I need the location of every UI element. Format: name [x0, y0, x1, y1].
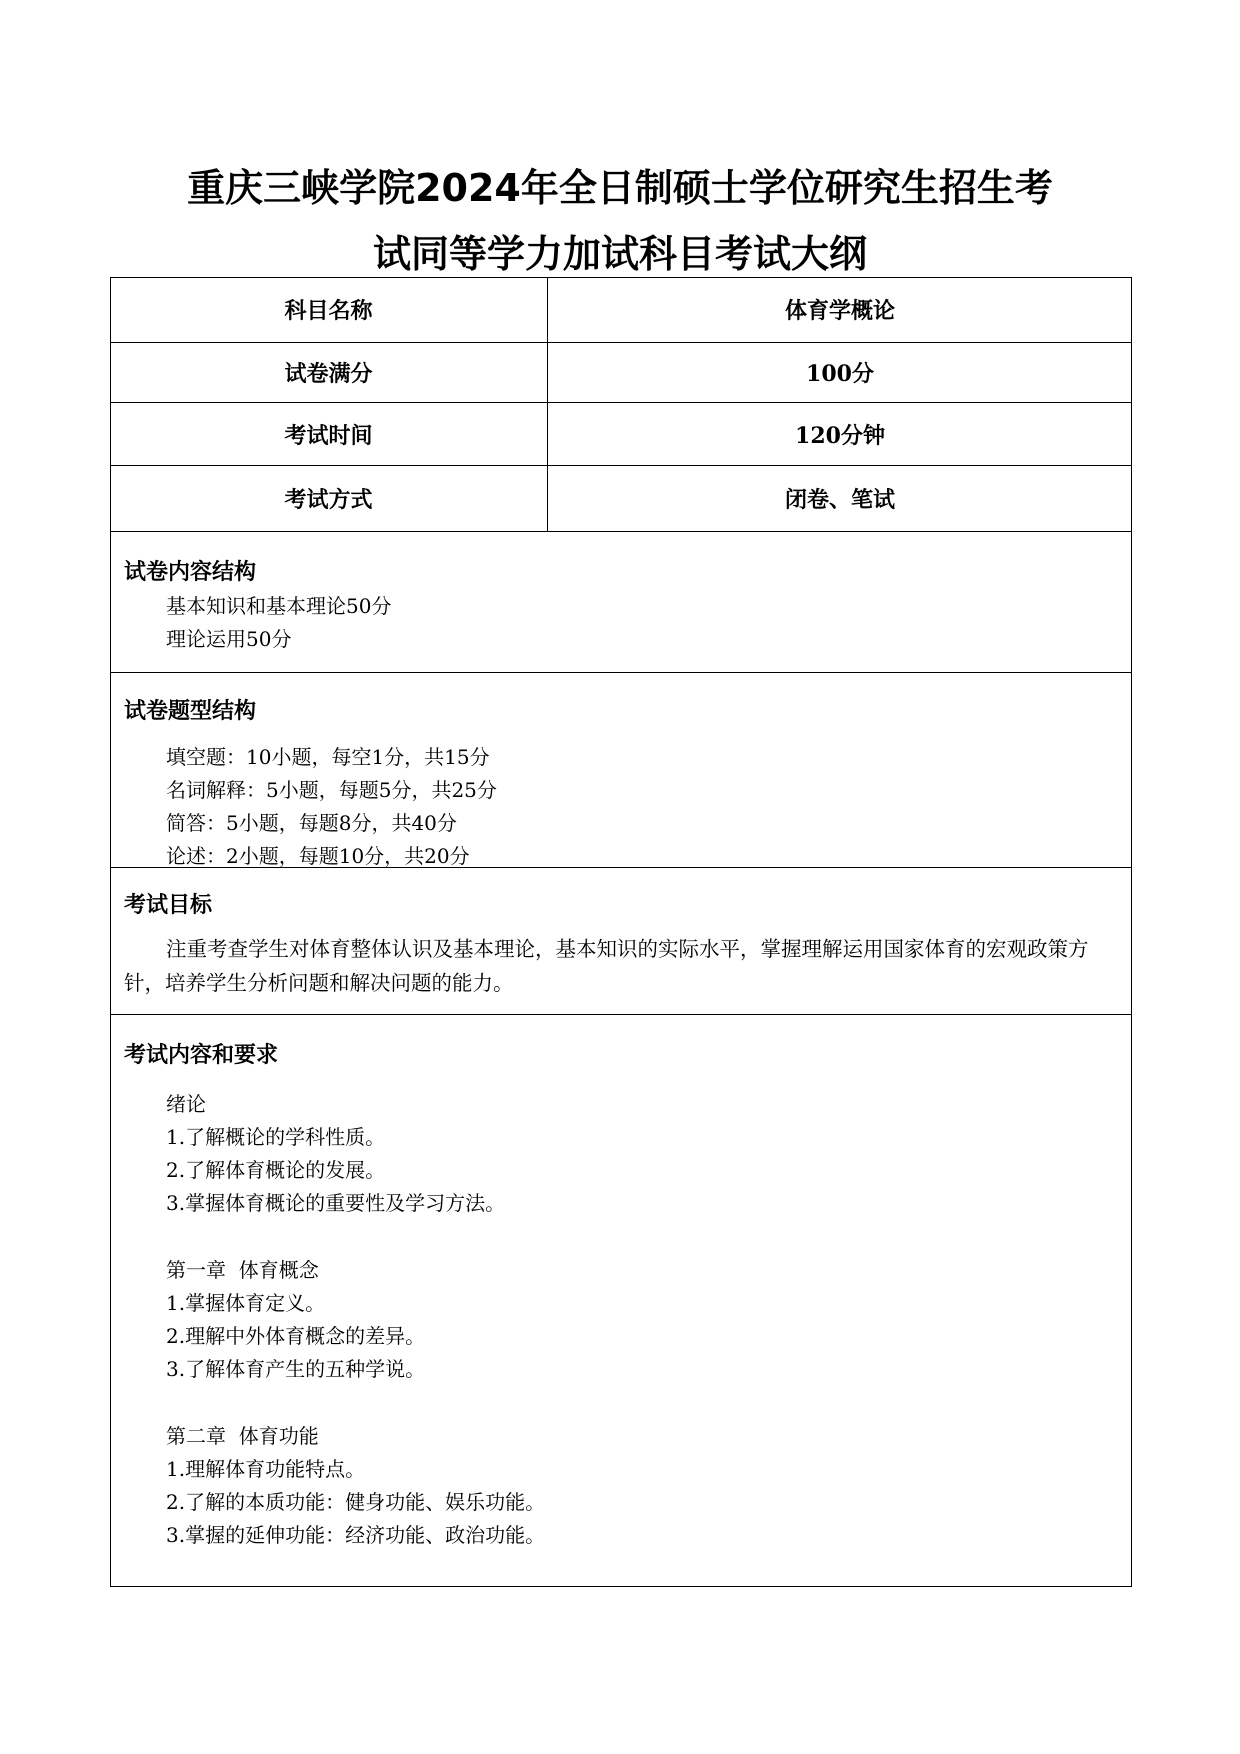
document-title [0, 155, 1240, 287]
question-structure-section [110, 673, 1132, 868]
requirement-item: 1.理解体育功能特点。 [166, 1457, 366, 1481]
exam-goal-heading: 考试目标 [124, 892, 213, 918]
info-row-duration [110, 403, 1132, 466]
chapter-title: 第二章 体育功能 [166, 1424, 319, 1448]
info-row-subject [110, 277, 1132, 343]
info-value: 100分 [806, 361, 874, 387]
content-structure-heading: 试卷内容结构 [124, 559, 257, 585]
title-line-1: 重庆三峡学院2024年全日制硕士学位研究生招生考 [187, 166, 1053, 210]
exam-content-heading: 考试内容和要求 [124, 1042, 279, 1068]
requirement-item: 3.掌握体育概论的重要性及学习方法。 [166, 1191, 506, 1215]
requirement-item: 1.掌握体育定义。 [166, 1291, 326, 1315]
requirement-item: 2.了解的本质功能：健身功能、娱乐功能。 [166, 1490, 546, 1514]
info-value: 闭卷、笔试 [784, 487, 895, 513]
info-row-full-score [110, 343, 1132, 403]
content-structure-item: 理论运用50分 [166, 627, 292, 651]
title-line-2: 试同等学力加试科目考试大纲 [372, 232, 867, 276]
info-row-method [110, 466, 1132, 532]
requirement-item: 2.了解体育概论的发展。 [166, 1158, 386, 1182]
question-type-item: 论述：2小题，每题10分，共20分 [166, 844, 470, 868]
chapter-title: 绪论 [166, 1092, 206, 1116]
question-type-item: 填空题：10小题，每空1分，共15分 [166, 745, 490, 769]
info-label: 考试时间 [110, 403, 548, 465]
question-type-item: 名词解释：5小题，每题5分，共25分 [166, 778, 497, 802]
question-type-item: 简答：5小题，每题8分，共40分 [166, 811, 457, 835]
requirement-item: 3.了解体育产生的五种学说。 [166, 1357, 426, 1381]
info-label: 科目名称 [110, 277, 548, 342]
requirement-item: 1.了解概论的学科性质。 [166, 1125, 386, 1149]
info-label: 试卷满分 [110, 343, 548, 402]
info-label: 考试方式 [110, 466, 548, 531]
info-value: 120分钟 [795, 422, 885, 449]
chapter-title: 第一章 体育概念 [166, 1258, 319, 1282]
requirement-item: 2.理解中外体育概念的差异。 [166, 1324, 426, 1348]
exam-goal-text: 注重考查学生对体育整体认识及基本理论，基本知识的实际水平，掌握理解运用国家体育的宏观政策方针，培养学生分析问题和解决问题的能力。 [124, 937, 1089, 995]
requirement-item: 3.掌握的延伸功能：经济功能、政治功能。 [166, 1523, 546, 1547]
question-structure-heading: 试卷题型结构 [124, 698, 257, 724]
content-structure-item: 基本知识和基本理论50分 [166, 594, 392, 618]
info-value: 体育学概论 [784, 298, 895, 324]
